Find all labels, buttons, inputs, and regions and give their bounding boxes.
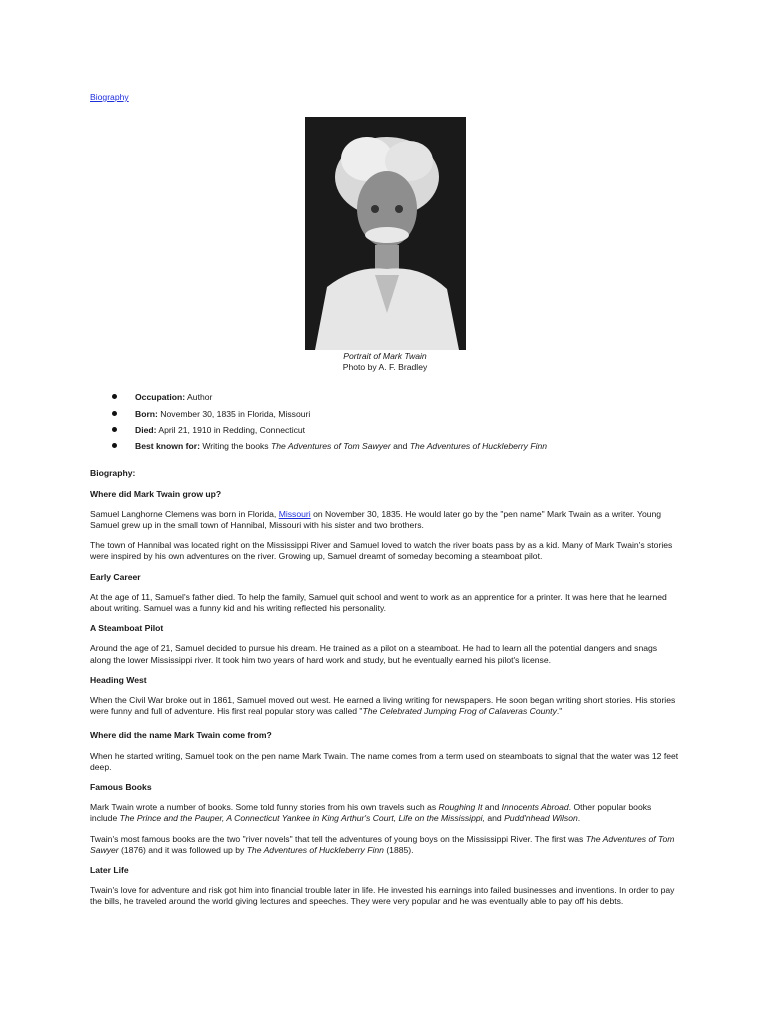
- caption-credit: Photo by A. F. Bradley: [342, 361, 428, 372]
- paragraph-steamboat-pilot: Around the age of 21, Samuel decided to pursue his dream. He trained as a pilot on a steamboat. He had to learn all the potential dangers and snags along the lower Mississippi river. It took him two years of hard work and study, but he eventually earned his pilot's license.: [90, 643, 658, 665]
- biography-link[interactable]: Biography: [90, 92, 129, 102]
- biography-heading: Biography:: [90, 468, 136, 479]
- portrait-caption: [90, 351, 680, 372]
- caption-title: Portrait of Mark Twain: [343, 351, 427, 362]
- bullet-icon: [112, 411, 117, 416]
- section-heading-later-life: Later Life: [90, 865, 129, 876]
- paragraph-heading-west: When the Civil War broke out in 1861, Samuel moved out west. He earned a living writing for newspapers. He soon began writing short stories. His stories were funny and full of adventure. His first real popular story was called "The Celebrated Jumping Frog of Calaveras County.": [90, 695, 676, 717]
- section-heading-famous-books: Famous Books: [90, 782, 152, 793]
- list-item: Died: April 21, 1910 in Redding, Connecticut: [90, 425, 680, 441]
- paragraph-later-life: Twain's love for adventure and risk got him into financial trouble later in life. He invested his earnings into failed businesses and inventions. In order to pay the bills, he traveled around the world giving lectures and speeches. They were very popular and he was eventually able to pay off his debts.: [90, 885, 675, 907]
- section-heading-grow-up: Where did Mark Twain grow up?: [90, 488, 222, 499]
- list-item: Occupation: Author: [90, 392, 680, 408]
- list-item: Born: November 30, 1835 in Florida, Missouri: [90, 409, 680, 425]
- mark-twain-portrait-image: [305, 117, 466, 350]
- paragraph-hannibal: The town of Hannibal was located right on the Mississippi River and Samuel loved to watch the river boats pass by as a kid. Many of Mark Twain's stories were inspired by his own adventures on the river. Growing up, Samuel dreamt of someday becoming a steamboat pilot.: [90, 540, 673, 562]
- section-heading-early-career: Early Career: [90, 571, 141, 582]
- article: [90, 92, 680, 908]
- bullet-icon: [112, 427, 117, 432]
- section-heading-heading-west: Heading West: [90, 674, 147, 685]
- paragraph-books: Mark Twain wrote a number of books. Some told funny stories from his own travels such as Roughing It and Innocents Abroad. Other popular books include The Prince and the Pauper, A Connecticut Yankee in King Arthur's Court, Life on the Mississippi, and Pudd'nhead Wilson.: [90, 802, 652, 824]
- list-item: Best known for: Writing the books The Adventures of Tom Sawyer and The Adventures of Huckleberry Finn: [90, 441, 680, 457]
- section-heading-steamboat-pilot: A Steamboat Pilot: [90, 623, 164, 634]
- missouri-link[interactable]: Missouri: [278, 508, 311, 519]
- section-heading-pen-name: Where did the name Mark Twain come from?: [90, 730, 272, 741]
- facts-list: [90, 392, 680, 457]
- portrait-figure: [90, 117, 680, 372]
- paragraph-pen-name: When he started writing, Samuel took on the pen name Mark Twain. The name comes from a term used on steamboats to signal that the water was 12 feet deep.: [90, 750, 679, 772]
- paragraph-early-career: At the age of 11, Samuel's father died. To help the family, Samuel quit school and went to work as an apprentice for a printer. It was here that he learned about writing. Samuel was a funny kid and his writing reflected his personality.: [90, 591, 667, 614]
- bullet-icon: [112, 443, 117, 448]
- bullet-icon: [112, 394, 117, 399]
- paragraph-birth: Samuel Langhorne Clemens was born in Florida, Missouri on November 30, 1835. He would later go by the "pen name" Mark Twain as a writer. Young Samuel grew up in the small town of Hannibal, Missouri with his sister and two brothers.: [90, 508, 662, 530]
- paragraph-river-novels: Twain's most famous books are the two "river novels" that tell the adventures of young boys on the Mississippi River. The first was The Adventures of Tom Sawyer (1876) and it was followed up by The Adventures of Huckleberry Finn (1885).: [90, 833, 675, 855]
